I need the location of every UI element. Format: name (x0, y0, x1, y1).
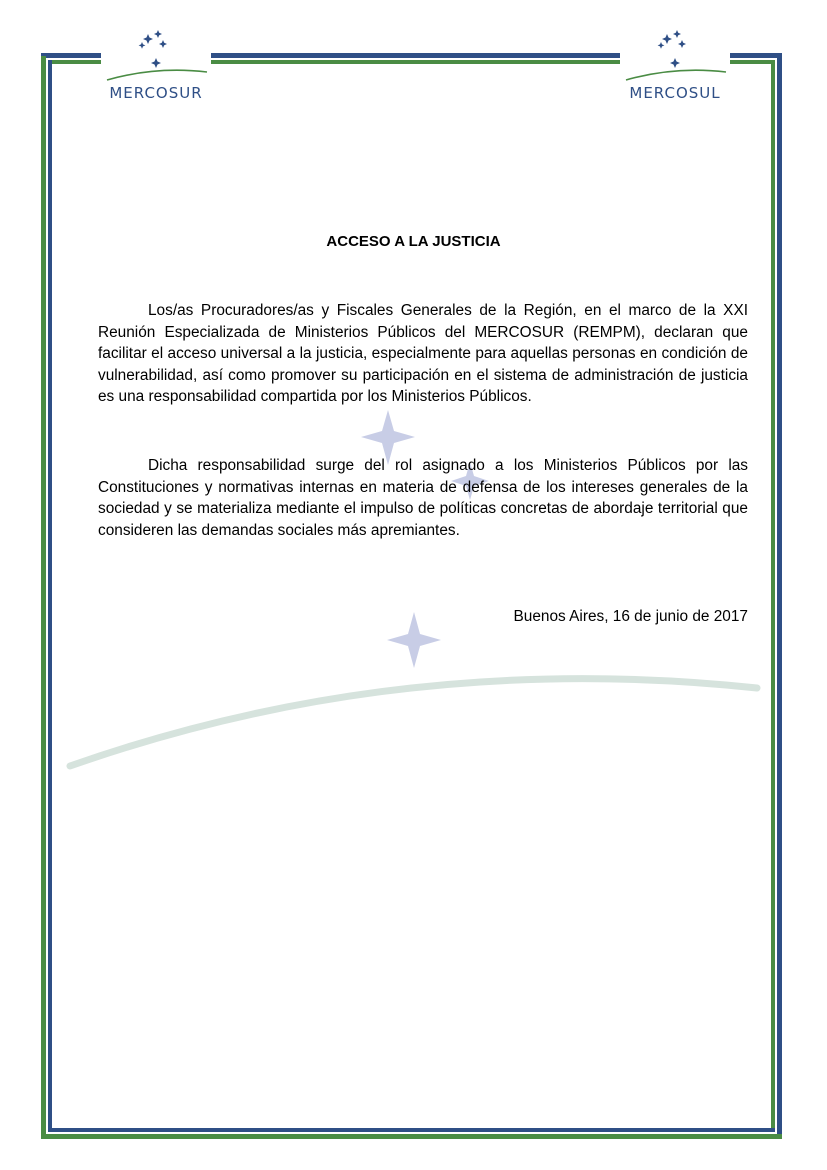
logo-text-mercosul: MERCOSUL (629, 84, 721, 102)
paragraph-1 (98, 300, 748, 408)
paragraph-2-text: Dicha responsabilidad surge del rol asignado a los Ministerios Públicos por las Constituciones y normativas internas en materia de defensa de los intereses generales de la sociedad y se materializa mediante el impulso de políticas concretas de abordaje territorial que consideren las demandas sociales más apremiantes. (98, 457, 748, 539)
watermark-arc (70, 679, 757, 766)
place-date: Buenos Aires, 16 de junio de 2017 (513, 608, 748, 625)
paragraph-1-text: Los/as Procuradores/as y Fiscales Generales de la Región, en el marco de la XXI Reunión Especializada de Ministerios Públicos del MERCOSUR (REMPM), declaran que facilitar el acceso universal a la justicia, especialmente para aquellas personas en condición de vulnerabilidad, así como promover su participación en el sistema de administración de justicia es una responsabilidad compartida por los Ministerios Públicos. (98, 302, 748, 406)
paragraph-2 (98, 455, 748, 541)
document-title: ACCESO A LA JUSTICIA (326, 233, 501, 250)
watermark-star-icon (387, 612, 441, 668)
logo-text-mercosur: MERCOSUR (109, 84, 203, 102)
